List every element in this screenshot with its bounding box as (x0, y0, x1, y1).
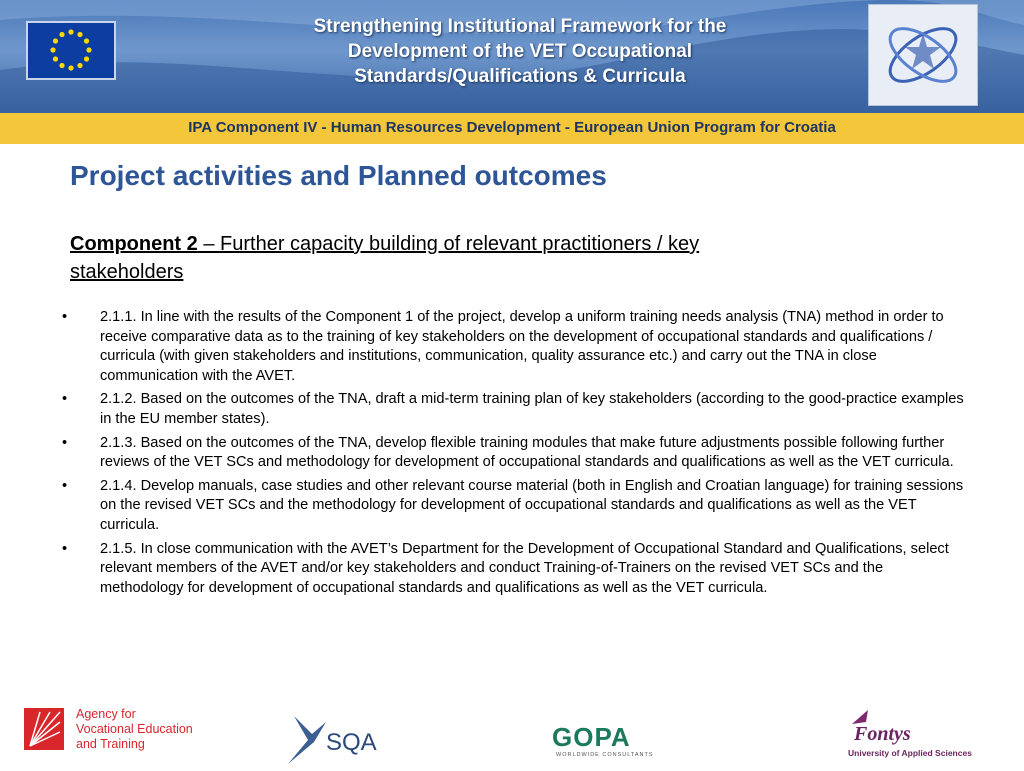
fontys-subtitle: University of Applied Sciences (848, 748, 972, 758)
banner-title: Strengthening Institutional Framework for the Development of the VET Occupational Standards/Qualifications & Curricula (313, 16, 727, 87)
list-item (56, 477, 966, 536)
sqa-text: SQA (326, 729, 377, 756)
fontys-logo-icon (846, 706, 996, 764)
stars-logo-icon (868, 4, 978, 106)
component-text: – Further capacity building of relevant practitioners / key stakeholders (70, 233, 700, 283)
list-item (56, 390, 966, 429)
gopa-logo: GOPA (552, 722, 631, 752)
sqa-logo-icon (286, 712, 386, 766)
list-item-text: 2.1.5. In close communication with the AVET’s Department for the Development of Occupational Standard and Qualifications, select relevant members of the AVET and/or key stakeholders and conduct Training-of-Trainers on the revised VET SCs and the methodology for development of occupational standards and qualifications as well as the VET curricula. (100, 540, 949, 596)
list-item (56, 434, 966, 473)
list-item-text: 2.1.1. In line with the results of the Component 1 of the project, develop a uniform training needs analysis (TNA) method in order to receive comparative data as to the training of key stakeholders on the development of occupational standards and qualifications / curricula (with given stakeholders and institutions, communication, quality assurance etc.) and carry out the TNA in close communication with the AVET. (100, 309, 944, 384)
bullet-icon: • (62, 477, 68, 494)
eu-flag-icon (26, 21, 116, 80)
aset-logo-icon (24, 708, 64, 750)
program-bar (0, 113, 1024, 144)
list-item-text: 2.1.4. Develop manuals, case studies and other relevant course material (both in English and Croatian language) for training sessions on the revised VET SCs and the methodology for development of occupational standards and qualifications as well as the VET curricula. (100, 477, 964, 533)
slide-title: Project activities and Planned outcomes (70, 160, 607, 191)
bullet-icon: • (62, 540, 68, 557)
aset-logo-text: Agency for Vocational Education and Training (76, 707, 193, 751)
gopa-tagline: WORLDWIDE CONSULTANTS (556, 752, 654, 758)
list-item-text: 2.1.3. Based on the outcomes of the TNA, develop flexible training modules that make future adjustments possible following further reviews of the VET SCs and methodology for development of occupational standards and qualifications as well as the VET curricula. (100, 434, 954, 471)
component-label: Component 2 (70, 233, 198, 255)
bullet-icon: • (62, 391, 68, 408)
component-heading (70, 230, 710, 286)
header-banner (0, 0, 1024, 113)
bullet-icon: • (62, 309, 68, 325)
list-item-text: 2.1.2. Based on the outcomes of the TNA, draft a mid-term training plan of key stakeholders (according to the good-practice examples in the EU member states). (100, 391, 964, 427)
fontys-text: Fontys (854, 723, 911, 745)
bullet-icon: • (62, 434, 68, 451)
list-item (56, 308, 966, 386)
program-text: IPA Component IV - Human Resources Development - European Union Program for Croatia (188, 119, 836, 136)
list-item (56, 540, 966, 599)
activity-list (56, 308, 966, 602)
